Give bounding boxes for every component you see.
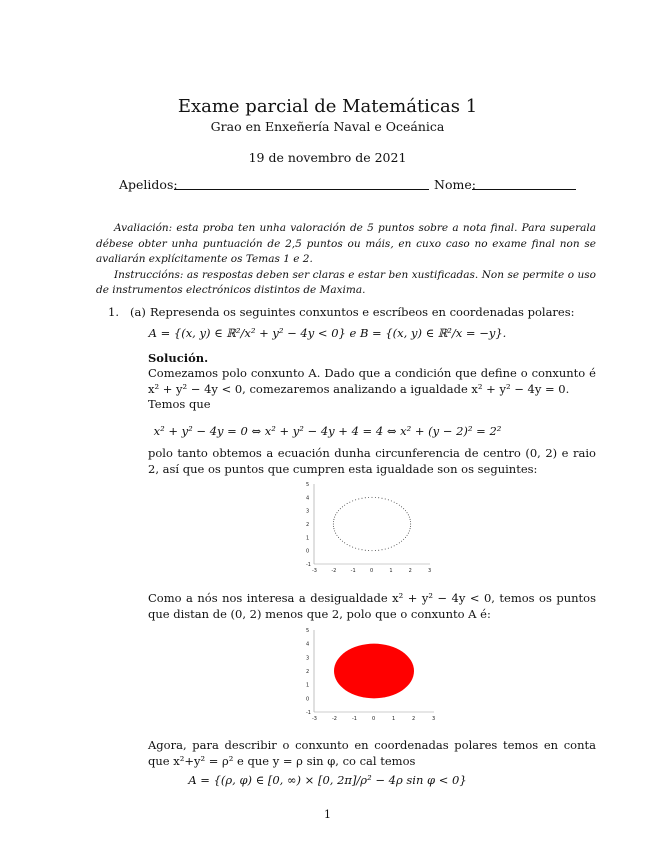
x-tick-label: -1 [350, 568, 356, 574]
question-number: 1. [108, 305, 119, 319]
circle-point [342, 541, 343, 542]
circle-point [365, 497, 366, 498]
circle-point [333, 524, 334, 525]
circle-point [365, 550, 366, 551]
circle-point [337, 535, 338, 536]
circle-point [362, 498, 363, 499]
circle-point [378, 497, 379, 498]
y-tick-label: 2 [306, 522, 310, 528]
solution-paragraph-1: Comezamos polo conxunto A. Dado que a condición que define o conxunto é x² + y² − 4y < 0, comezaremos analizando a igualdade x² + y² − 4y = 0. [148, 366, 596, 396]
circle-point [342, 506, 343, 507]
y-tick-label: 1 [306, 535, 310, 542]
apelidos-label: Apelidos: [119, 177, 178, 192]
x-tick-label: 2 [408, 568, 412, 574]
circle-point [333, 521, 334, 522]
circle-point [385, 549, 386, 550]
circle-point [388, 548, 389, 549]
solution-paragraph-2: Temos que [148, 397, 211, 411]
page-subtitle: Grao en Enxeñería Naval e Oceánica [210, 119, 445, 134]
circle-point [410, 528, 411, 529]
circle-point [337, 512, 338, 513]
y-tick-label: -1 [306, 562, 311, 568]
circle-point [372, 497, 373, 498]
circle-point [338, 537, 339, 538]
instructions-block [96, 221, 596, 299]
solution-equation-3: A = {(ρ, φ) ∈ [0, ∞) × [0, 2π]/ρ² − 4ρ sin φ < 0} [188, 773, 467, 787]
circle-point [347, 503, 348, 504]
circle-point [378, 550, 379, 551]
circle-point [410, 519, 411, 520]
circle-point [401, 506, 402, 507]
circle-plot [300, 478, 440, 576]
circle-point [352, 500, 353, 501]
apelidos-field[interactable] [174, 189, 429, 190]
circle-point [391, 547, 392, 548]
x-tick-label: -2 [332, 716, 337, 722]
solution-paragraph-5: Agora, para describir o conxunto en coordenadas polares temos en conta que x²+y² = ρ² e que y = ρ sin φ, co cal temos [148, 738, 596, 768]
circle-point [407, 535, 408, 536]
circle-point [338, 510, 339, 511]
circle-point [394, 545, 395, 546]
circle-point [396, 544, 397, 545]
page-number: 1 [324, 808, 331, 821]
question-equation: A = {(x, y) ∈ ℝ²/x² + y² − 4y < 0} e B = {(x, y) ∈ ℝ²/x = −y}. [148, 326, 507, 340]
circle-point [349, 502, 350, 503]
x-tick-label: 3 [432, 716, 436, 722]
x-tick-label: 3 [428, 568, 432, 574]
y-tick-label: 1 [306, 682, 310, 689]
circle-point [355, 499, 356, 500]
circle-point [358, 549, 359, 550]
circle-point [334, 530, 335, 531]
disk-plot [300, 624, 440, 724]
circle-point [340, 508, 341, 509]
circle-point [408, 514, 409, 515]
circle-point [405, 537, 406, 538]
circle-point [391, 500, 392, 501]
solution-paragraph-3: polo tanto obtemos a ecuación dunha circunferencia de centro (0, 2) e raio 2, así que os puntos que cumpren esta igualdade son os seguintes: [148, 446, 596, 476]
x-tick-label: 1 [392, 716, 396, 722]
question-text: Represenda os seguintes conxuntos e escríbeos en coordenadas polares: [150, 305, 575, 319]
circle-point [352, 547, 353, 548]
circle-point [372, 550, 373, 551]
x-tick-label: -3 [312, 568, 317, 574]
circle-point [388, 499, 389, 500]
circle-point [410, 521, 411, 522]
circle-point [399, 542, 400, 543]
y-tick-label: 3 [306, 508, 310, 515]
circle-point [401, 541, 402, 542]
circle-point [410, 526, 411, 527]
x-tick-label: 2 [412, 716, 416, 722]
circle-point [333, 519, 334, 520]
x-tick-label: 1 [389, 568, 393, 574]
circle-point [349, 545, 350, 546]
exam-date: 19 de novembro de 2021 [248, 150, 407, 165]
x-tick-label: -1 [352, 716, 357, 722]
instrucions-text: Instruccións: as respostas deben ser claras e estar ben xustificadas. Non se permite o uso de instrumentos electrónicos distintos de Maxima. [96, 268, 596, 296]
y-tick-label: -1 [306, 710, 311, 716]
x-tick-label: 0 [372, 716, 376, 722]
x-tick-label: 0 [370, 568, 374, 574]
circle-point [394, 502, 395, 503]
circle-point [333, 528, 334, 529]
x-tick-label: -3 [312, 716, 317, 722]
circle-point [355, 548, 356, 549]
nome-field[interactable] [472, 189, 576, 190]
circle-point [409, 517, 410, 518]
page-title: Exame parcial de Matemáticas 1 [177, 96, 478, 117]
circle-point [410, 524, 411, 525]
solution-equation-2: x² + y² − 4y = 0 ⇔ x² + y² − 4y + 4 = 4 ⇔ x² + (y − 2)² = 2² [153, 424, 502, 438]
y-tick-label: 4 [306, 641, 310, 648]
circle-point [403, 508, 404, 509]
solution-paragraph-4: Como a nós nos interesa a desigualdade x² + y² − 4y < 0, temos os puntos que distan de (0, 2) menos que 2, polo que o conxunto A é: [148, 591, 596, 621]
circle-point [405, 510, 406, 511]
circle-point [368, 497, 369, 498]
y-tick-label: 5 [306, 482, 310, 488]
circle-point [382, 498, 383, 499]
circle-point [382, 549, 383, 550]
disk-area [334, 644, 414, 699]
circle-point [335, 514, 336, 515]
circle-point [358, 498, 359, 499]
circle-point [403, 539, 404, 540]
circle-point [375, 550, 376, 551]
y-tick-label: 3 [306, 655, 310, 662]
circle-point [385, 498, 386, 499]
y-tick-label: 0 [306, 696, 310, 703]
circle-point [347, 544, 348, 545]
circle-point [344, 505, 345, 506]
circle-point [396, 503, 397, 504]
circle-point [399, 505, 400, 506]
y-tick-label: 5 [306, 628, 310, 634]
circle-point [362, 549, 363, 550]
circle-point [340, 539, 341, 540]
question-part: (a) [130, 305, 146, 319]
circle-point [368, 550, 369, 551]
circle-point [334, 517, 335, 518]
circle-point [335, 533, 336, 534]
circle-point [407, 512, 408, 513]
x-tick-label: -2 [331, 568, 337, 574]
circle-point [333, 526, 334, 527]
nome-label: Nome: [434, 177, 476, 192]
circle-point [408, 533, 409, 534]
y-tick-label: 2 [306, 669, 310, 675]
y-tick-label: 0 [306, 548, 310, 555]
circle-point [409, 530, 410, 531]
avaliacion-text: Avaliación: esta proba ten unha valoración de 5 puntos sobre a nota final. Para superala débese obter unha puntuación de 2,5 puntos ou máis, en cuxo caso no exame final non se avaliarán explícitamente os Temas 1 e 2. [96, 222, 596, 265]
circle-point [375, 497, 376, 498]
y-tick-label: 4 [306, 495, 310, 502]
circle-point [344, 542, 345, 543]
solution-title: Solución. [148, 351, 209, 365]
